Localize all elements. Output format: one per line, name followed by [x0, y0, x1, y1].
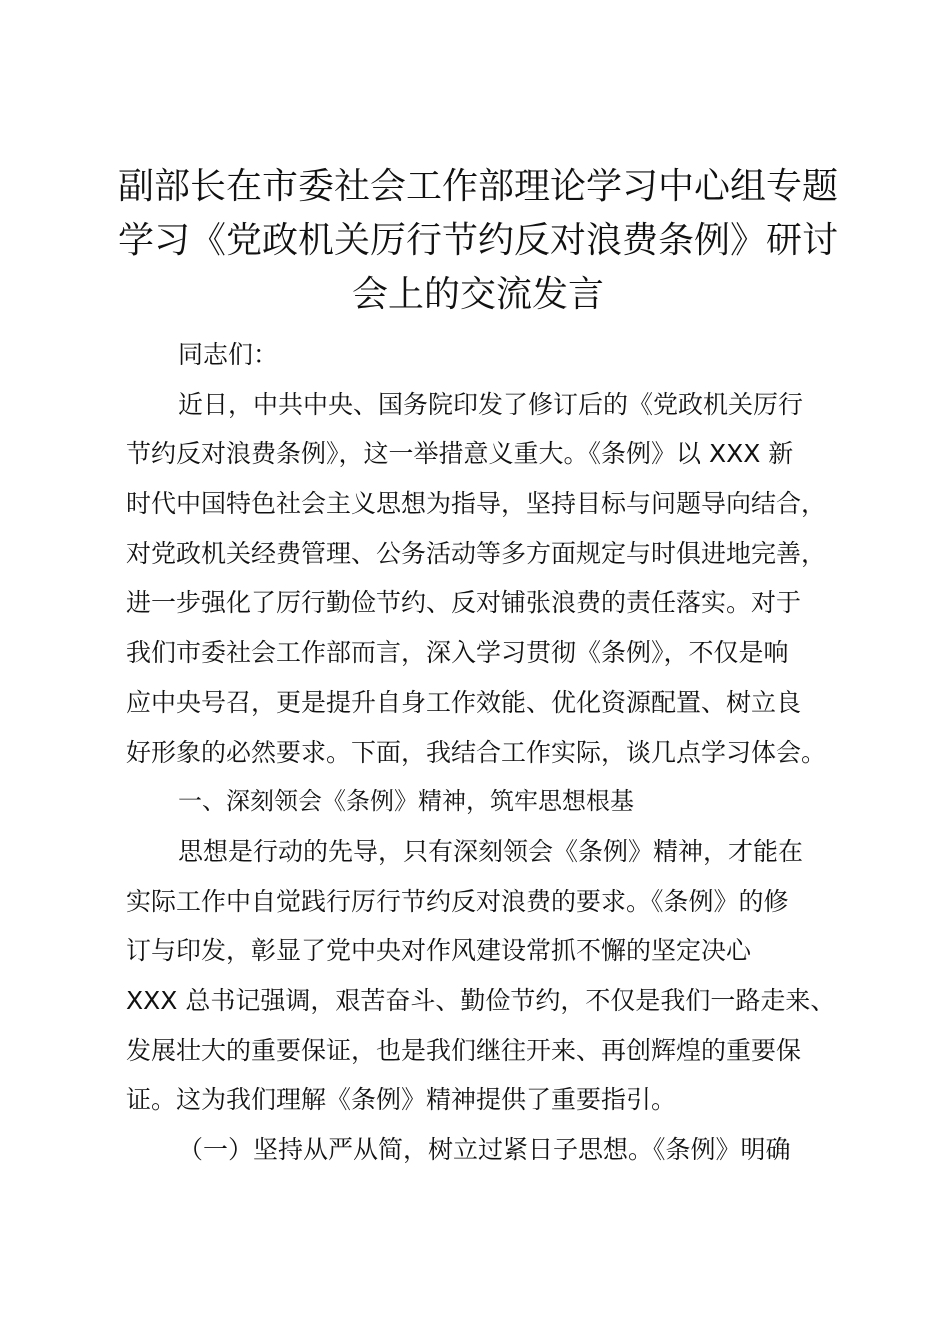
paragraph-line: 实际工作中自觉践行厉行节约反对浪费的要求。《条例》的修 — [126, 886, 789, 916]
paragraph-line: 进一步强化了厉行勤俭节约、反对铺张浪费的责任落实。对于 — [126, 588, 802, 618]
section-heading: 一、深刻领会《条例》精神，筑牢思想根基 — [178, 787, 634, 816]
paragraph-line: 近日，中共中央、国务院印发了修订后的《党政机关厉行 — [178, 389, 804, 419]
paragraph-line: XXX 总书记强调，艰苦奋斗、勤俭节约，不仅是我们一路走来、 — [126, 985, 836, 1015]
paragraph-line: 好形象的必然要求。下面，我结合工作实际，谈几点学习体会。 — [126, 737, 827, 767]
subsection-line: （一）坚持从严从简，树立过紧日子思想。《条例》明确 — [178, 1135, 791, 1164]
paragraph-line: 对党政机关经费管理、公务活动等多方面规定与时俱进地完善， — [126, 538, 827, 568]
paragraph-line: 应中央号召，更是提升自身工作效能、优化资源配置、树立良 — [126, 687, 802, 717]
paragraph-line: 证。这为我们理解《条例》精神提供了重要指引。 — [126, 1085, 677, 1115]
title-line-2: 学习《党政机关厉行节约反对浪费条例》研讨 — [118, 220, 839, 261]
paragraph-line: 我们市委社会工作部而言，深入学习贯彻《条例》，不仅是响 — [126, 638, 789, 668]
paragraph-line: 节约反对浪费条例》，这一举措意义重大。《条例》以 XXX 新 — [126, 439, 794, 469]
paragraph-line: 思想是行动的先导，只有深刻领会《条例》精神，才能在 — [178, 836, 804, 866]
document-title — [118, 160, 838, 322]
document-body — [126, 330, 846, 1175]
title-line-3: 会上的交流发言 — [351, 274, 604, 315]
paragraph-line: 时代中国特色社会主义思想为指导，坚持目标与问题导向结合， — [126, 489, 827, 519]
paragraph-line: 订与印发，彰显了党中央对作风建设常抓不懈的坚定决心 — [126, 936, 752, 966]
paragraph-line: 发展壮大的重要保证，也是我们继往开来、再创辉煌的重要保 — [126, 1035, 802, 1065]
title-line-1: 副部长在市委社会工作部理论学习中心组专题 — [118, 166, 839, 207]
salutation: 同志们： — [178, 340, 279, 369]
